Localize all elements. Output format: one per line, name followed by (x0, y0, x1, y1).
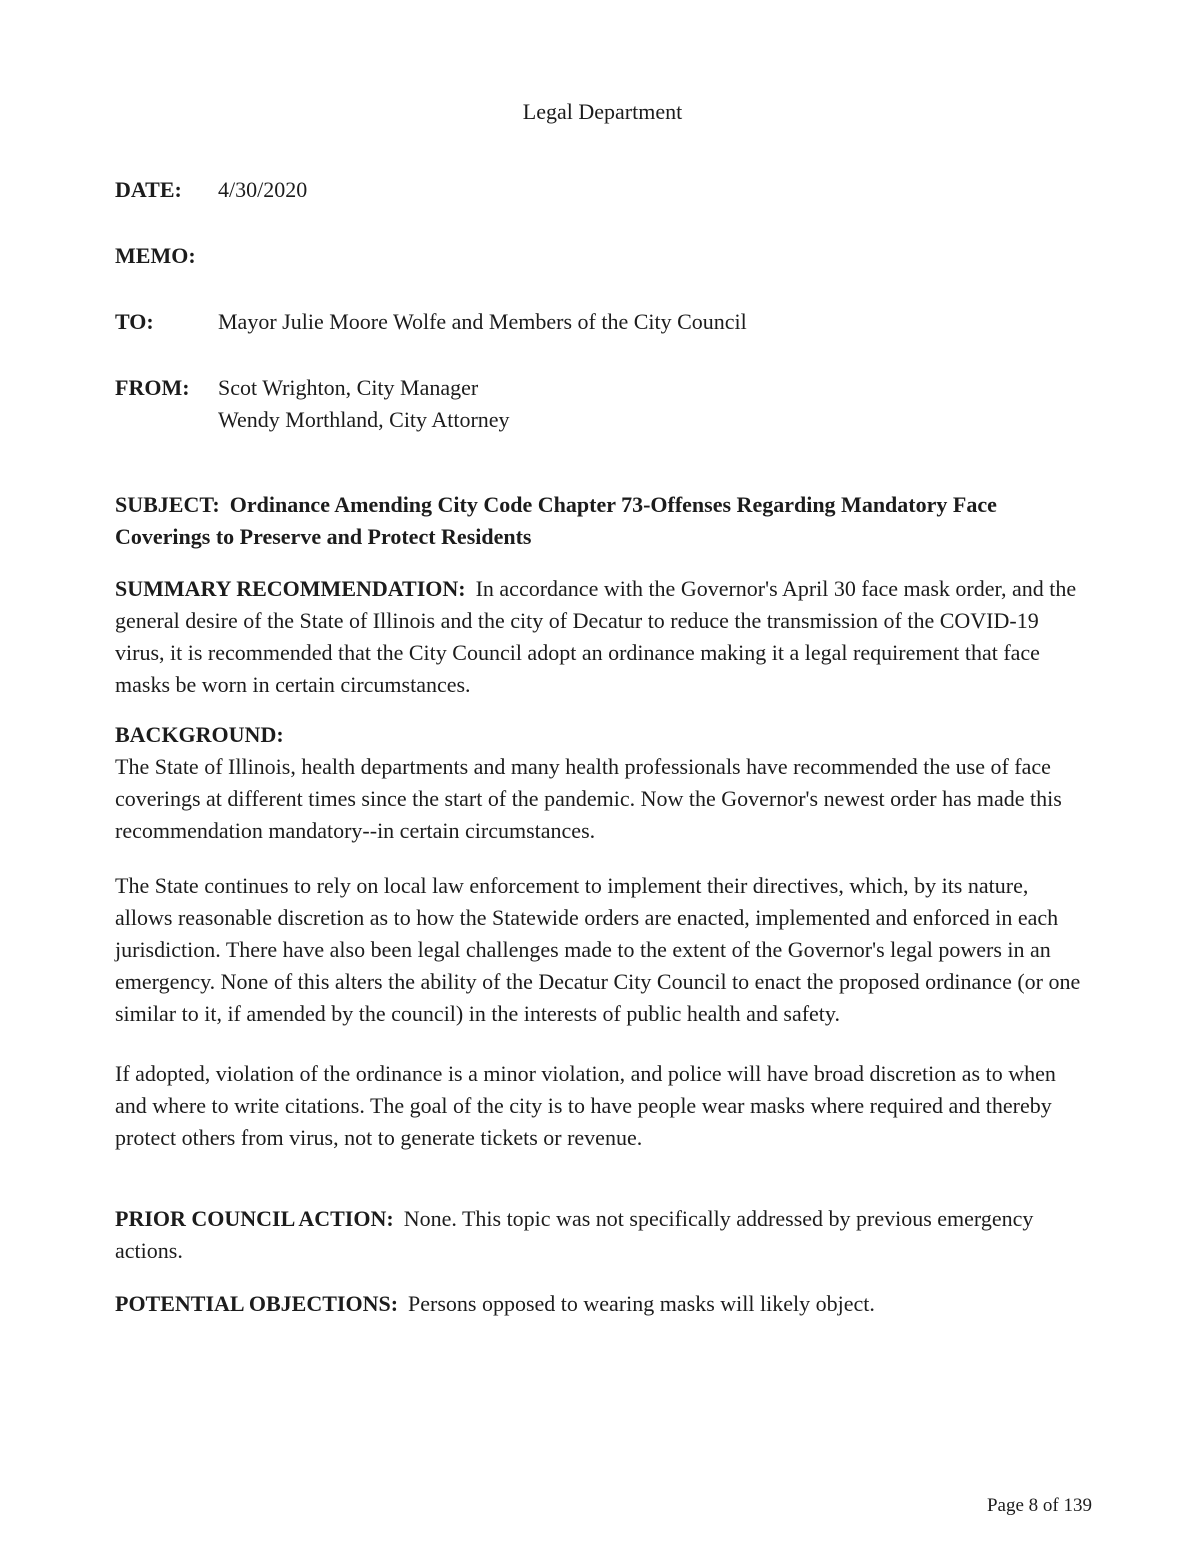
document-title: Legal Department (522, 99, 683, 124)
background-text: The State of Illinois, health departments and many health professionals have recommended the use of face coverings at different times since the start of the pandemic. Now the Governor's newest order has made this recommendation mandatory--in certain circumstances. (115, 754, 1062, 843)
if-adopted-paragraph: If adopted, violation of the ordinance is a minor violation, and police will have broad discretion as to when and where to write citations. The goal of the city is to have people wear masks where required and thereby protect others from virus, not to generate tickets or revenue. (115, 1061, 1056, 1150)
summary-recommendation-text: In accordance with the Governor's April 30 face mask order, and the general desire of the State of Illinois and the city of Decatur to reduce the transmission of the COVID-19 virus, it is recommended that the City Council adopt an ordinance making it a legal requirement that face masks be worn in certain circumstances. (115, 576, 1077, 697)
prior-council-action-label: PRIOR COUNCIL ACTION: (115, 1206, 394, 1231)
potential-objections-text: Persons opposed to wearing masks will likely object. (408, 1291, 875, 1316)
state-enforcement-paragraph: The State continues to rely on local law enforcement to implement their directives, which, by its nature, allows reasonable discretion as to how the Statewide orders are enacted, implemented and enforced in each jurisdiction. There have also been legal challenges made to the extent of the Governor's legal powers in an emergency. None of this alters the ability of the Decatur City Council to enact the proposed ordinance (or one similar to it, if amended by the council) in the interests of public health and safety. (115, 873, 1081, 1026)
date-value: 4/30/2020 (218, 177, 308, 202)
from-value (218, 372, 510, 436)
memo-label: MEMO: (115, 243, 196, 268)
to-row (115, 306, 1090, 338)
to-label: TO: (115, 309, 154, 334)
from-line-city-manager: Scot Wrighton, City Manager (218, 375, 479, 400)
potential-objections-paragraph (115, 1288, 1090, 1320)
summary-recommendation-paragraph (115, 573, 1090, 701)
to-value: Mayor Julie Moore Wolfe and Members of the City Council (218, 309, 747, 334)
summary-recommendation-label: SUMMARY RECOMMENDATION: (115, 576, 466, 601)
date-row (115, 174, 1090, 206)
page-number-indicator: Page 8 of 139 (986, 1495, 1092, 1516)
from-row (115, 372, 1090, 436)
date-label: DATE: (115, 177, 182, 202)
prior-council-action-paragraph (115, 1203, 1090, 1267)
background-section (115, 719, 1090, 847)
from-line-city-attorney: Wendy Morthland, City Attorney (218, 407, 510, 432)
from-label: FROM: (115, 375, 190, 400)
subject-text: Ordinance Amending City Code Chapter 73-Offenses Regarding Mandatory Face Coverings to Preserve and Protect Residents (115, 492, 997, 549)
background-label: BACKGROUND: (115, 722, 284, 747)
memo-row (115, 240, 1090, 272)
subject-label: SUBJECT: (115, 492, 220, 517)
prior-council-action-text: None. This topic was not specifically addressed by previous emergency actions. (115, 1206, 1034, 1263)
potential-objections-label: POTENTIAL OBJECTIONS: (115, 1291, 399, 1316)
subject-paragraph (115, 489, 1090, 553)
